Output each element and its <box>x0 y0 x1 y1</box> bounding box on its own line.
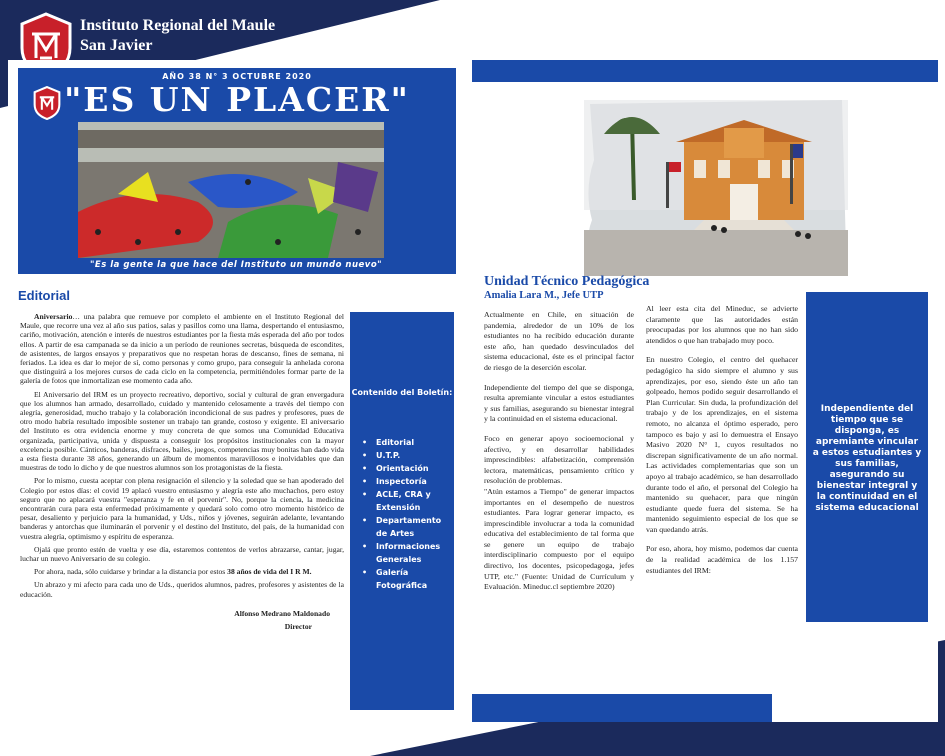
editorial-paragraph: El Aniversario del IRM es un proyecto recreativo, deportivo, social y cultural de gran envergadura que los alumnos han armado, desarrollado, cuidado y mantenido celosamente a través del tiempo con alegría, generosidad, mucho trabajo y la colaboración incondicional de sus padres y profesores, pues de otro modo habría resultado imposible sostener un trabajo tan grande, costoso y exigente. El aniversario del Instituto es otra evidencia enorme y muy concreta de que somos una Comunidad Educativa organizada, participativa, unida y dispuesta a conseguir los propósitos institucionales con la mayor excelencia posible. Cánticos, banderas, disfraces, bailes, juegos, competencias muy bonitas han dado vida a esta fiesta durante 38 años, generando un álbum de momentos maravillosos e inolvidables que dan muestras de todo lo dicho y de que nuestros alumnos son los protagonistas de la fiesta. <box>20 389 344 473</box>
toc-item-editorial: • Editorial <box>362 436 454 449</box>
utp-paragraph: Al leer esta cita del Mineduc, se advierte claramente que las autoridades están preocupadas por los alumnos que no han sido atendidos o que han trabajado muy poco. <box>646 304 798 345</box>
utp-paragraph: En nuestro Colegio, el centro del quehacer pedagógico ha sido siempre el alumno y sus aprendizajes, por eso, siendo éste un año tan golpeado, hemos podido seguir desarrollando el Plan Curricular. Sin duda, la profundización del trabajo y de los aprendizajes, en el sistema remoto, no alcanza el óptimo esperado, pero tampoco es bajo y así lo demuestra el Ensayo Masivo 2020 N° 1, cuyos resultados no discrepan significativamente de un año normal. Las actividades complementarias que son un apoyo al trabajo académico, se han desarrollado durante todo el año, el personal del Colegio ha mantenido su quehacer, para que ningún estudiante quede fuera del sistema. Se ha mantenido seguimiento especial de los que se van quedando atrás. <box>646 355 798 534</box>
utp-author: Amalia Lara M., Jefe UTP <box>484 290 604 301</box>
editorial-body <box>20 312 344 635</box>
bulletin-slogan: "Es la gente la que hace del Instituto un mundo nuevo" <box>90 260 383 270</box>
bulletin-banner <box>18 68 456 274</box>
bottom-accent-bar <box>472 694 772 722</box>
utp-paragraph: "Atún estamos a Tiempo" de generar impactos importantes en el desempeño de nuestros estudiantes. Para lograr generar impacto, es imprescindible involucrar a toda la comunidad educativa del establecimiento de tal forma que se genere un equipo de trabajo interdisciplinario compuesto por el equipo directivo, los docentes, psicopedagoga, jefes UTP, etc." (Fuente: Unidad de Currículum y Evaluación. Mineduc.cl septiembre 2020) <box>484 486 634 592</box>
toc-list <box>362 436 454 592</box>
issue-line: AÑO 38 N° 3 OCTUBRE 2020 <box>162 72 312 81</box>
utp-column-2 <box>646 304 798 585</box>
signature-role: Director <box>284 622 312 632</box>
toc-item-utp: • U.T.P. <box>362 449 454 462</box>
school-location: San Javier <box>80 37 153 54</box>
toc-item-informaciones: • Informaciones Generales <box>362 540 454 566</box>
utp-paragraph: Independiente del tiempo del que se disponga, resulta apremiante vincular a estos estudiantes y sus familias, asegurando su bienestar integral y la continuidad en el sistema educacional. <box>484 382 634 424</box>
utp-column-1 <box>484 310 634 602</box>
editorial-paragraph: Un abrazo y mi afecto para cada uno de Uds., queridos alumnos, padres, profesores y asistentes de la educación. <box>20 580 344 599</box>
toc-item-inspectoria: • Inspectoría <box>362 475 454 488</box>
pull-quote-box <box>806 292 928 622</box>
toc-item-galeria: • Galería Fotográfica <box>362 566 454 592</box>
utp-paragraph: Por eso, ahora, hoy mismo, podemos dar cuenta de la realidad académica de los 1.157 estudiantes del IRM: <box>646 544 798 575</box>
toc-title: Contenido del Boletín: <box>351 388 453 397</box>
school-building-photo <box>584 100 848 276</box>
editorial-lead-word: Aniversario <box>34 312 73 321</box>
anniversary-photo <box>78 122 384 258</box>
school-name: Instituto Regional del Maule <box>80 17 276 34</box>
pull-quote: Independiente del tiempo que se disponga, es apremiante vincular a estos estudiantes y sus familias, asegurando su bienestar integral y la continuidad en el sistema educacional <box>812 404 922 513</box>
left-page <box>8 60 463 722</box>
editorial-paragraph: Ojalá que pronto estén de vuelta y ese día, estaremos contentos de verlos abrazarse, cantar, jugar, luchar un nuevo Aniversario de su colegio. <box>20 544 344 564</box>
editorial-heading: Editorial <box>18 288 71 303</box>
header-title <box>80 16 275 56</box>
toc-item-artes: • Departamento de Artes <box>362 514 454 540</box>
table-of-contents <box>350 312 454 710</box>
signature-name: Alfonso Medrano Maldonado <box>234 608 330 618</box>
utp-paragraph: Foco en generar apoyo socioemocional y afectivo, y en desarrollar habilidades imprescindibles: alfabetización, comprensión lectora, matemáticas, pensamiento crítico y resolución de problemas. <box>484 433 634 486</box>
toc-item-orientacion: • Orientación <box>362 462 454 475</box>
editorial-paragraph: Aniversario… una palabra que remueve por completo el ambiente en el Instituto Regional del Maule, que recorre una vez al año sus patios, salas y pasillos como una llama, despertando el entusiasmo, cariño, motivación, atención e interés de nuestros estudiantes por la fiesta más esperada del año por todos ellos. A partir de esa campanada se da inicio a un período de reuniones secretas, búsqueda de escondites, de asistentes, de largos ensayos y preparativos que no respetan horas de descanso, fines de semana, ni feriados. La idea es dar lo mejor de sí, como personas y como grupo, para conseguir la anhelada corona que distinguirá a los mejores cursos de cada ciclo en la competencia, permitiéndoles formar parte de la galería de fotos que inmortalizan ese momento cada año. <box>20 312 344 386</box>
utp-heading: Unidad Técnico Pedagógica <box>484 274 650 289</box>
top-accent-bar <box>472 60 938 82</box>
editorial-paragraph: Por ahora, nada, sólo cuidarse y brindar a la distancia por estos 38 años de vida del I R M. <box>34 567 312 577</box>
bulletin-title: "ES UN PLACER" <box>64 80 410 119</box>
toc-item-acle: • ACLE, CRA y Extensión <box>362 488 454 514</box>
right-page <box>472 60 938 722</box>
utp-paragraph: Actualmente en Chile, en situación de pandemia, alrededor de un 10% de los estudiantes no ha recibido educación durante este año, han quedado desvinculados del sistema educacional, éste es el principal factor de riesgo de la deserción escolar. <box>484 310 634 372</box>
editorial-paragraph: Por lo mismo, cuesta aceptar con plena resignación el silencio y la soledad que se han apoderado del Colegio por estos días: el covid 19 aplacó vuestro entusiasmo y alegría este año muchachos, pero estoy seguro que no aplacará vuestra "esperanza y fe en el porvenir". No, porque la ciencia, la medicina encontrarán cura para esta enfermedad próximamente y quedará solo como otro momento histórico de pesar, desaliento y perjuicio para la humanidad, y Uds., niños y jóvenes, seguirán adelante, levantando banderas y antorchas que iluminarán el porvenir y el destino del Instituto, del país, de la humanidad con vuestra alegría, optimismo y espíritu de esperanza. <box>20 476 344 541</box>
